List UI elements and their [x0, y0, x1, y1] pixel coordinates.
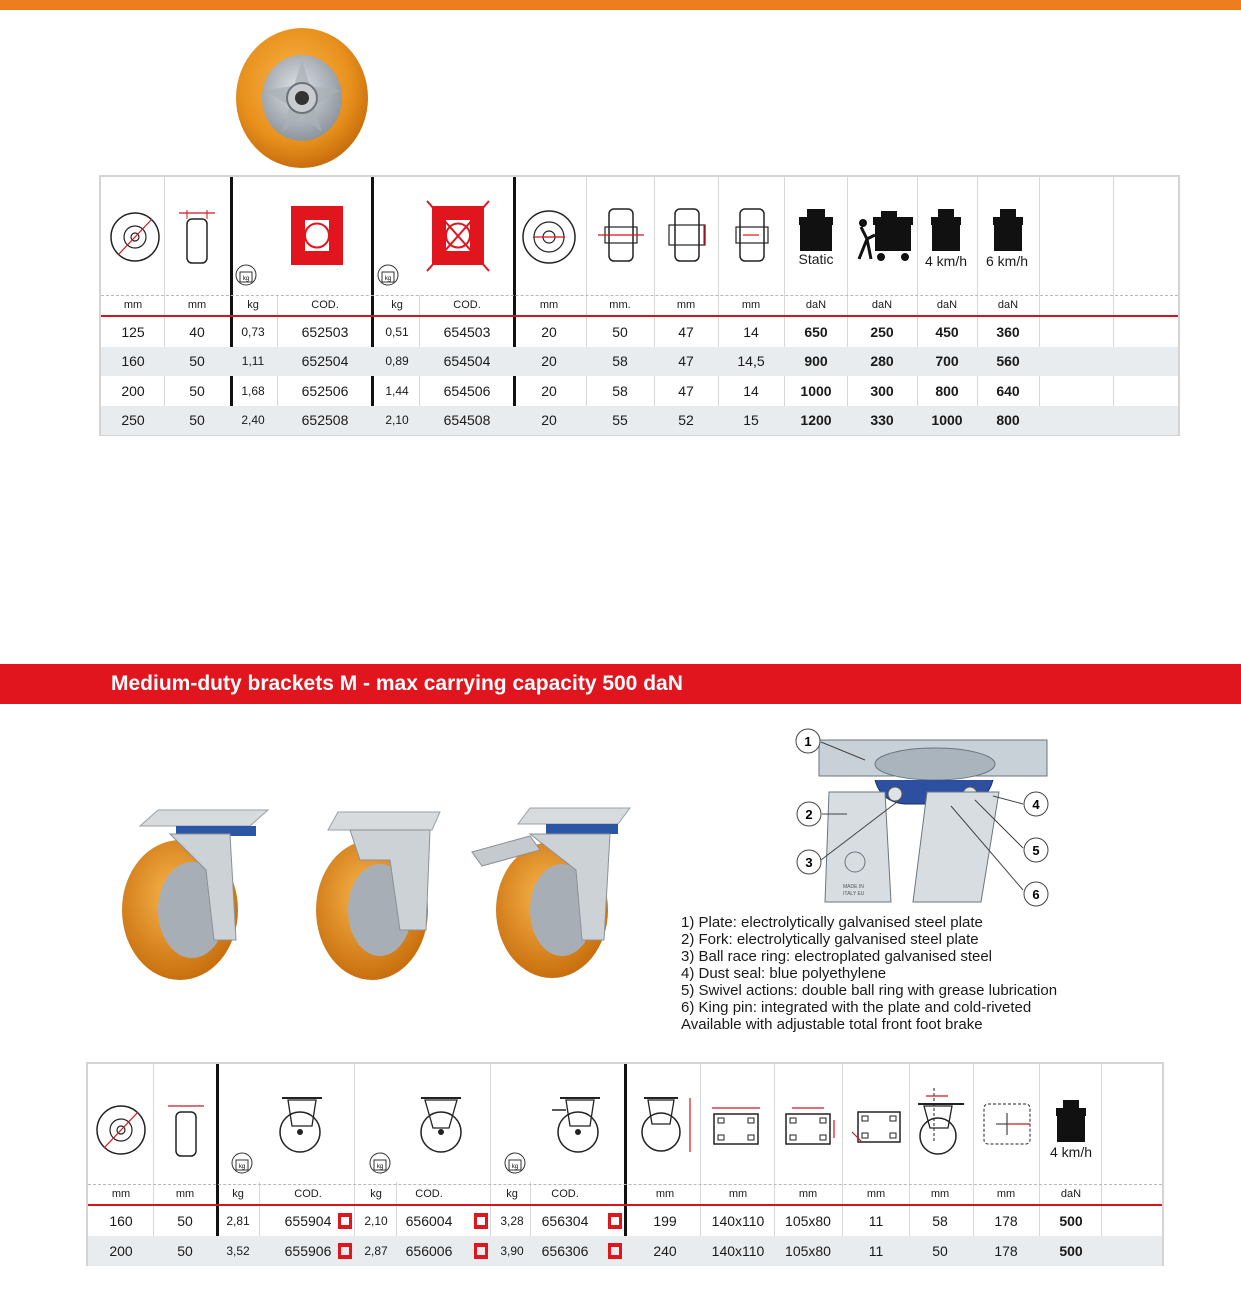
table-cell: 20: [541, 353, 557, 370]
table-cell: 105x80: [785, 1243, 831, 1259]
table-row: [101, 406, 1178, 436]
weight-icon: [504, 1150, 526, 1176]
unit-label: COD.: [415, 1188, 443, 1200]
swivel-radius-icon: [978, 1098, 1036, 1150]
table-cell: 11: [868, 1213, 884, 1229]
hub-length-icon: [596, 203, 646, 267]
unit-header-row: [101, 295, 1178, 316]
table-row: [101, 376, 1178, 406]
tread-width-icon: [177, 205, 217, 269]
swivel-caster-photo: [122, 810, 268, 980]
table-cell: 650: [804, 323, 828, 340]
table-cell: 50: [189, 382, 205, 399]
table-cell: 652504: [301, 353, 349, 370]
table-cell: 450: [935, 323, 959, 340]
table-cell: 160: [109, 1213, 133, 1229]
table-cell: 50: [189, 353, 205, 370]
unit-label: mm: [111, 1188, 131, 1200]
table-row: [88, 1206, 1162, 1236]
bearing-type-icon: [608, 1213, 622, 1229]
tread-width-icon: [166, 1098, 206, 1162]
bearing-type-icon: [338, 1213, 352, 1229]
wheel-spec-table: [99, 175, 1180, 436]
table-cell: 58: [932, 1213, 948, 1229]
table-cell: 240: [653, 1243, 677, 1259]
table-cell: 250: [121, 412, 145, 429]
table-cell: 55: [612, 412, 628, 429]
unit-label: COD.: [311, 299, 339, 311]
table-cell: 0,89: [385, 354, 409, 369]
section-title: Medium-duty brackets M - max carrying capacity 500 daN: [111, 672, 683, 695]
wheel-diameter-icon: [106, 205, 164, 265]
table-cell: 58: [612, 382, 628, 399]
svg-text:kg: kg: [384, 276, 392, 282]
table-cell: 1200: [800, 412, 832, 429]
table-cell: 360: [996, 323, 1020, 340]
legend-item: 2) Fork: electrolytically galvanised steel plate: [681, 931, 979, 948]
unit-label: daN: [936, 299, 958, 311]
unit-label: daN: [805, 299, 827, 311]
table-cell: 655906: [284, 1243, 332, 1259]
weight-icon: [235, 262, 257, 288]
load-4kmh-label: 4 km/h: [924, 253, 968, 269]
unit-label: mm.: [609, 299, 631, 311]
table-cell: 0,73: [241, 324, 265, 339]
table-cell: 140x110: [711, 1213, 765, 1229]
table-cell: 3,90: [500, 1244, 524, 1258]
table-cell: 200: [109, 1243, 133, 1259]
unit-label: daN: [1060, 1188, 1082, 1200]
bearing-type-icon: [608, 1243, 622, 1259]
unit-label: mm: [741, 299, 761, 311]
table-cell: 654504: [443, 353, 491, 370]
table-cell: 47: [678, 323, 694, 340]
unit-label: mm: [655, 1188, 675, 1200]
weight-icon: [231, 1150, 253, 1176]
callout-1: 1: [804, 734, 812, 749]
table-cell: 40: [189, 323, 205, 340]
plate-size-icon: [706, 1104, 768, 1150]
unit-label: mm: [866, 1188, 886, 1200]
brake-caster-photo: [472, 808, 630, 978]
table-cell: 105x80: [785, 1213, 831, 1229]
diagram-stamp-line-1: MADE IN: [843, 884, 864, 890]
svg-text:kg: kg: [242, 276, 250, 282]
hole-spacing-icon: [778, 1104, 840, 1150]
table-cell: 652503: [301, 323, 349, 340]
bearing-type-icon: [474, 1213, 488, 1229]
table-cell: 1,44: [385, 383, 409, 398]
legend-note: Available with adjustable total front foot brake: [681, 1016, 983, 1033]
table-cell: 655904: [284, 1213, 332, 1229]
table-cell: 14: [743, 382, 759, 399]
table-cell: 250: [870, 323, 894, 340]
hub-bearing-icon: [287, 201, 347, 271]
table-cell: 700: [935, 353, 959, 370]
table-cell: 50: [177, 1213, 193, 1229]
table-cell: 1,68: [241, 383, 265, 398]
table-cell: 656304: [541, 1213, 589, 1229]
table-cell: 1,11: [241, 354, 265, 369]
unit-label: mm: [187, 299, 207, 311]
table-cell: 200: [121, 382, 145, 399]
fixed-caster-icon: [413, 1094, 469, 1156]
table-cell: 178: [994, 1243, 1018, 1259]
manual-trolley-icon: [853, 209, 915, 265]
unit-label: mm: [930, 1188, 950, 1200]
table-cell: 656004: [405, 1213, 453, 1229]
hub-length-icon: [664, 203, 710, 267]
table-cell: 656306: [541, 1243, 589, 1259]
table-row: [101, 317, 1178, 347]
legend-item: 5) Swivel actions: double ball ring with grease lubrication: [681, 982, 1058, 999]
bore-diameter-icon: [519, 207, 579, 267]
fixed-caster-photo: [316, 812, 440, 980]
table-cell: 500: [1059, 1213, 1083, 1229]
table-cell: 800: [935, 382, 959, 399]
unit-label: COD.: [453, 299, 481, 311]
component-legend: [681, 914, 1057, 1033]
load-4kmh-icon: [1053, 1098, 1089, 1144]
table-cell: 50: [932, 1243, 948, 1259]
bolt-hole-icon: [848, 1104, 906, 1150]
table-cell: 199: [653, 1213, 677, 1229]
table-cell: 11: [868, 1243, 884, 1259]
table-cell: 50: [612, 323, 628, 340]
table-cell: 125: [121, 323, 145, 340]
unit-label: mm: [539, 299, 559, 311]
table-cell: 14: [743, 323, 759, 340]
table-cell: 652508: [301, 412, 349, 429]
unit-label: kg: [370, 1188, 382, 1200]
callout-6: 6: [1032, 887, 1040, 902]
unit-label: kg: [247, 299, 259, 311]
callout-2: 2: [805, 807, 813, 822]
table-cell: 652506: [301, 382, 349, 399]
legend-item: 6) King pin: integrated with the plate and cold-riveted: [681, 999, 1032, 1016]
unit-label: COD.: [294, 1188, 322, 1200]
section-title-band: [0, 664, 1241, 704]
table-cell: 0,51: [385, 324, 409, 339]
static-load-label: Static: [798, 251, 834, 267]
weight-icon: [377, 262, 399, 288]
swivel-brake-caster-icon: [548, 1094, 608, 1156]
table-cell: 1000: [931, 412, 963, 429]
overall-height-icon: [634, 1094, 698, 1156]
callout-5: 5: [1032, 843, 1040, 858]
table-cell: 500: [1059, 1243, 1083, 1259]
load-4kmh-icon: [928, 207, 964, 253]
load-4kmh-label: 4 km/h: [1049, 1144, 1093, 1160]
caster-photos: [110, 790, 650, 990]
load-6kmh-label: 6 km/h: [985, 253, 1029, 269]
legend-item: 3) Ball race ring: electroplated galvanised steel: [681, 948, 993, 965]
table-cell: 50: [177, 1243, 193, 1259]
polyurethane-wheel-photo: [230, 20, 370, 170]
table-cell: 47: [678, 353, 694, 370]
unit-label: mm: [996, 1188, 1016, 1200]
table-cell: 2,81: [226, 1214, 250, 1228]
table-cell: 280: [870, 353, 894, 370]
table-cell: 2,40: [241, 413, 265, 428]
table-cell: 2,10: [364, 1214, 388, 1228]
swivel-offset-icon: [912, 1086, 970, 1158]
table-row: [101, 347, 1178, 377]
bracket-cross-section-diagram: [785, 720, 1065, 910]
unit-label: COD.: [551, 1188, 579, 1200]
table-cell: 800: [996, 412, 1020, 429]
unit-label: kg: [506, 1188, 518, 1200]
table-cell: 20: [541, 323, 557, 340]
hub-offset-icon: [729, 203, 775, 267]
svg-text:kg: kg: [238, 1164, 246, 1170]
table-cell: 654506: [443, 382, 491, 399]
table-cell: 160: [121, 353, 145, 370]
wheel-diameter-icon: [92, 1098, 150, 1158]
top-accent-bar: [0, 0, 1241, 10]
table-cell: 20: [541, 412, 557, 429]
unit-header-row: [88, 1184, 1162, 1205]
table-cell: 58: [612, 353, 628, 370]
table-cell: 656006: [405, 1243, 453, 1259]
table-cell: 560: [996, 353, 1020, 370]
table-cell: 52: [678, 412, 694, 429]
legend-item: 1) Plate: electrolytically galvanised steel plate: [681, 914, 983, 931]
table-cell: 640: [996, 382, 1020, 399]
bearing-type-icon: [338, 1243, 352, 1259]
unit-label: mm: [728, 1188, 748, 1200]
unit-label: mm: [798, 1188, 818, 1200]
unit-label: mm: [175, 1188, 195, 1200]
table-cell: 300: [870, 382, 894, 399]
table-cell: 3,28: [500, 1214, 524, 1228]
table-cell: 2,10: [385, 413, 409, 428]
table-cell: 140x110: [711, 1243, 765, 1259]
table-cell: 50: [189, 412, 205, 429]
weight-icon: [369, 1150, 391, 1176]
table-cell: 654503: [443, 323, 491, 340]
table-cell: 20: [541, 382, 557, 399]
table-cell: 900: [804, 353, 828, 370]
table-cell: 330: [870, 412, 894, 429]
unit-label: daN: [997, 299, 1019, 311]
callout-3: 3: [805, 855, 813, 870]
bearing-type-icon: [474, 1243, 488, 1259]
table-cell: 1000: [800, 382, 832, 399]
bracket-spec-table: [86, 1062, 1164, 1266]
svg-text:kg: kg: [376, 1164, 384, 1170]
table-row: [88, 1236, 1162, 1266]
table-cell: 3,52: [226, 1244, 250, 1258]
table-cell: 654508: [443, 412, 491, 429]
svg-text:kg: kg: [511, 1164, 519, 1170]
unit-label: daN: [871, 299, 893, 311]
ball-bearing-icon: [425, 199, 491, 273]
unit-label: mm: [123, 299, 143, 311]
table-cell: 2,87: [364, 1244, 388, 1258]
static-load-icon: [796, 207, 836, 253]
unit-label: kg: [232, 1188, 244, 1200]
load-6kmh-icon: [990, 207, 1026, 253]
table-cell: 47: [678, 382, 694, 399]
diagram-stamp-line-2: ITALY EU: [843, 891, 865, 897]
table-cell: 15: [743, 412, 759, 429]
legend-item: 4) Dust seal: blue polyethylene: [681, 965, 887, 982]
table-cell: 178: [994, 1213, 1018, 1229]
table-cell: 14,5: [737, 353, 765, 370]
unit-label: mm: [676, 299, 696, 311]
callout-4: 4: [1032, 797, 1040, 812]
swivel-caster-icon: [274, 1094, 330, 1156]
unit-label: kg: [391, 299, 403, 311]
